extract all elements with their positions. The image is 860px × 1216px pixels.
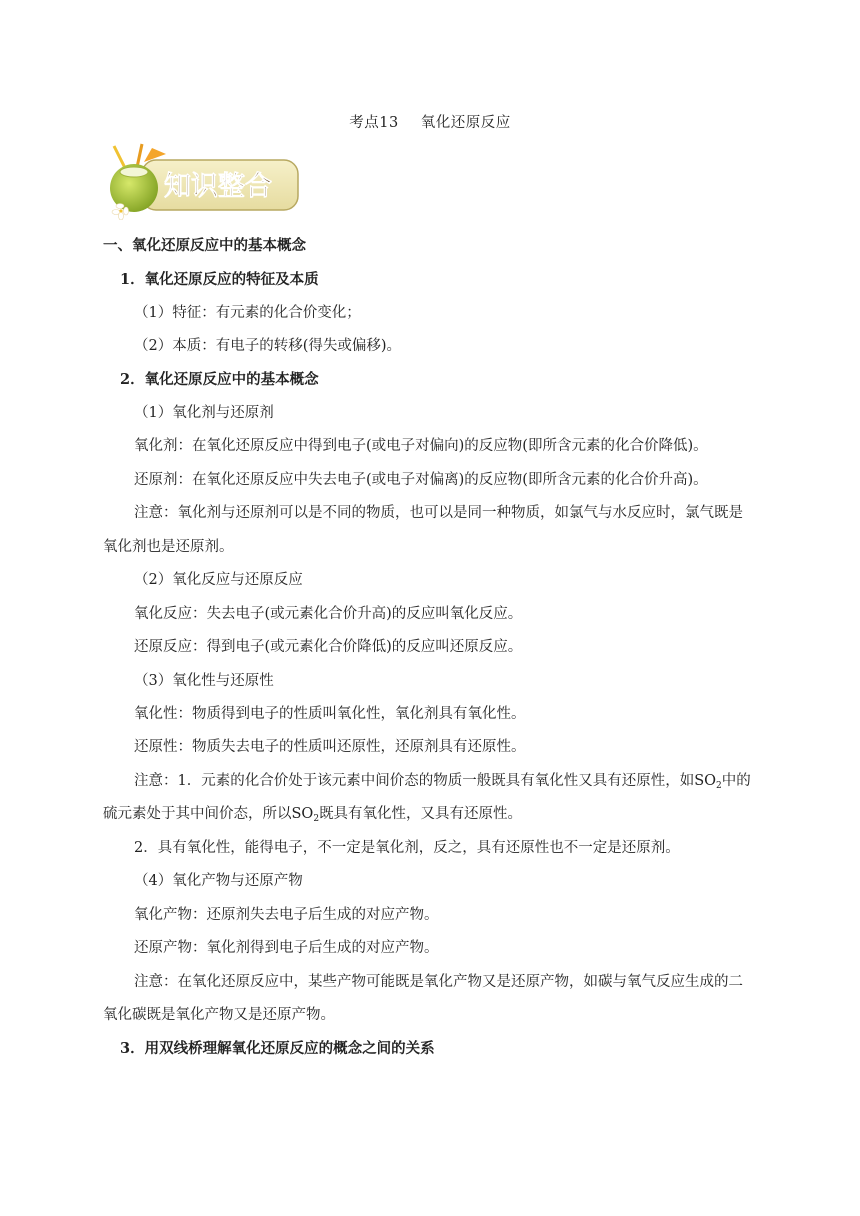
- note-3-line-2: 氧化碳既是氧化产物又是还原产物。: [103, 1007, 335, 1023]
- paragraph-feature: （1）特征：有元素的化合价变化；: [134, 305, 361, 321]
- note-2-line-2: 硫元素处于其中间价态，所以$SO_2$既具有氧化性，又具有还原性。: [103, 806, 523, 824]
- item-3: （3）氧化性与还原性: [134, 673, 274, 689]
- subheading-1: 1．氧化还原反应的特征及本质: [120, 271, 319, 288]
- paragraph-oxidation-product: 氧化产物：还原剂失去电子后生成的对应产物。: [134, 907, 439, 923]
- paragraph-reducing: 还原性：物质失去电子的性质叫还原性，还原剂具有还原性。: [134, 739, 526, 755]
- paragraph-reduction: 还原反应：得到电子(或元素化合价降低)的反应叫还原反应。: [134, 639, 523, 655]
- item-4: （4）氧化产物与还原产物: [134, 873, 303, 889]
- paragraph-oxidation: 氧化反应：失去电子(或元素化合价升高)的反应叫氧化反应。: [134, 606, 523, 622]
- item-1: （1）氧化剂与还原剂: [134, 405, 274, 421]
- paragraph-essence: （2）本质：有电子的转移(得失或偏移)。: [134, 338, 402, 354]
- page-title: [0, 111, 860, 132]
- subheading-2: 2．氧化还原反应中的基本概念: [120, 371, 319, 388]
- note-2-line-1: 注意：1．元素的化合价处于该元素中间价态的物质一般既具有氧化性又具有还原性，如$SO_2$中的: [134, 773, 751, 791]
- paragraph-reductant: 还原剂：在氧化还原反应中失去电子(或电子对偏离)的反应物(即所含元素的化合价升高)。: [134, 472, 708, 488]
- section-heading-1: 一、氧化还原反应中的基本概念: [103, 237, 306, 254]
- item-2: （2）氧化反应与还原反应: [134, 572, 303, 588]
- note-2-point-2: 2．具有氧化性，能得电子，不一定是氧化剂，反之，具有还原性也不一定是还原剂。: [134, 840, 680, 856]
- knowledge-badge: [106, 140, 302, 220]
- title-number: 考点13: [349, 115, 399, 131]
- title-text: 氧化还原反应: [420, 115, 511, 131]
- note-1-line-2: 氧化剂也是还原剂。: [103, 539, 234, 555]
- paragraph-oxidizing: 氧化性：物质得到电子的性质叫氧化性，氧化剂具有氧化性。: [134, 706, 526, 722]
- badge-text: 知识整合: [164, 171, 272, 202]
- paragraph-reduction-product: 还原产物：氧化剂得到电子后生成的对应产物。: [134, 940, 439, 956]
- paragraph-oxidant: 氧化剂：在氧化还原反应中得到电子(或电子对偏向)的反应物(即所含元素的化合价降低)。: [134, 438, 708, 454]
- subheading-3: 3．用双线桥理解氧化还原反应的概念之间的关系: [120, 1040, 435, 1057]
- note-1-line-1: 注意：氧化剂与还原剂可以是不同的物质，也可以是同一种物质，如氯气与水反应时，氯气既是: [134, 505, 743, 521]
- note-3-line-1: 注意：在氧化还原反应中，某些产物可能既是氧化产物又是还原产物，如碳与氧气反应生成的二: [134, 974, 743, 990]
